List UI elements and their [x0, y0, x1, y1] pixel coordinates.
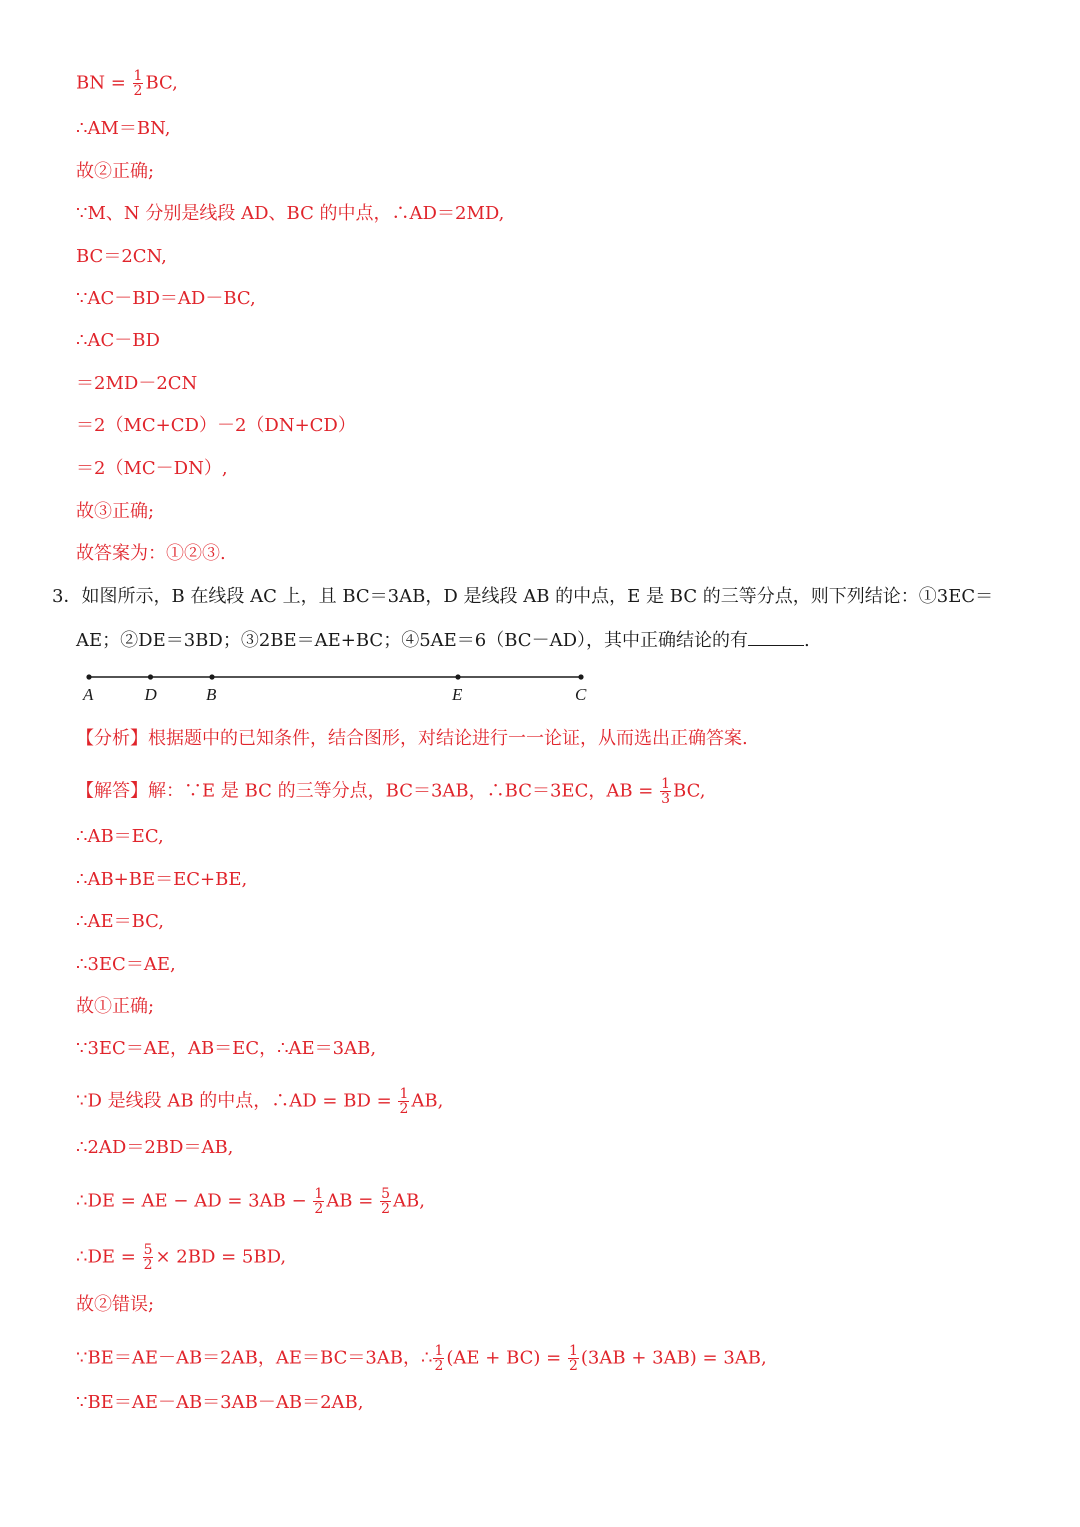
solution-line: ∴AB＝EC, — [76, 826, 164, 847]
problem-statement — [52, 585, 993, 609]
point-d — [148, 674, 153, 679]
solution-line: ＝2（MC－DN）, — [76, 458, 228, 479]
point-label-d: D — [144, 685, 157, 704]
point-label-b: B — [206, 685, 217, 704]
solution-line: ∴2AD＝2BD＝AB, — [76, 1137, 234, 1158]
solution-line: ∴AE＝BC, — [76, 911, 165, 932]
solution-line: 故①正确; — [76, 996, 155, 1017]
problem-statement-cont: AE；②DE＝3BD；③2BE＝AE+BC；④5AE＝6（BC－AD），其中正确结论的有 . — [76, 627, 810, 651]
point-label-c: C — [575, 685, 587, 704]
solution-line: ＝2MD－2CN — [76, 373, 198, 394]
point-a — [86, 674, 91, 679]
solution-line: 【解答】解：∵E 是 BC 的三等分点，BC＝3AB，∴BC＝3EC，AB = $\frac{1}{3}$ BC, — [76, 776, 706, 807]
solution-line: BN = $\frac{1}{2}$ BC, — [76, 68, 178, 99]
point-label-e: E — [452, 685, 463, 704]
solution-line: ∴AB+BE＝EC+BE, — [76, 869, 248, 890]
point-b — [209, 674, 214, 679]
solution-line: 故②错误; — [76, 1294, 155, 1315]
solution-line: BC＝2CN, — [76, 246, 167, 267]
solution-line: ∵BE＝AE－AB＝2AB，AE＝BC＝3AB，∴ $\frac{1}{2}$ (AE + BC) = $\frac{1}{2}$ (3AB + 3AB) = 3AB, — [76, 1343, 767, 1374]
analysis-line: 【分析】根据题中的已知条件，结合图形，对结论进行一一论证，从而选出正确答案. — [76, 728, 748, 749]
point-label-a: A — [83, 685, 94, 704]
line-segment-figure — [76, 662, 596, 708]
fraction: $\frac{5}{2}$ — [143, 1242, 153, 1273]
point-c — [578, 674, 583, 679]
problem-text: 如图所示，B 在线段 AC 上，且 BC＝3AB，D 是线段 AB 的中点，E 是 BC 的三等分点，则下列结论：①3EC＝ — [81, 586, 994, 607]
solution-line: ∵M、N 分别是线段 AD、BC 的中点，∴AD＝2MD, — [76, 203, 505, 224]
solution-line: ∵BE＝AE－AB＝3AB－AB＝2AB, — [76, 1392, 364, 1413]
answer-line: 故答案为：①②③. — [76, 543, 226, 564]
solution-line: ∴AC－BD — [76, 330, 160, 351]
point-e — [455, 674, 460, 679]
solution-line: 故③正确; — [76, 501, 155, 522]
fraction: $\frac{1}{2}$ — [133, 68, 143, 99]
solution-line: ∵3EC＝AE，AB＝EC，∴AE＝3AB, — [76, 1038, 377, 1059]
solution-line: ∴3EC＝AE, — [76, 954, 176, 975]
solution-line: ∵AC－BD＝AD－BC, — [76, 288, 256, 309]
fraction: $\frac{1}{2}$ — [399, 1086, 409, 1117]
answer-blank — [748, 627, 804, 646]
solution-line: ＝2（MC+CD）－2（DN+CD） — [76, 415, 356, 436]
fraction: $\frac{1}{3}$ — [661, 776, 671, 807]
fraction: $\frac{1}{2}$ — [568, 1343, 578, 1374]
fraction: $\frac{1}{2}$ — [314, 1186, 324, 1217]
fraction: $\frac{1}{2}$ — [434, 1343, 444, 1374]
solution-line: ∴AM＝BN, — [76, 118, 171, 139]
analysis-tag: 【分析】 — [76, 728, 148, 749]
solution-line: ∴DE = AE − AD = 3AB − $\frac{1}{2}$ AB = $\frac{5}{2}$ AB, — [76, 1186, 425, 1217]
solution-line: ∴DE = $\frac{5}{2}$ × 2BD = 5BD, — [76, 1242, 287, 1273]
problem-number: 3． — [52, 586, 82, 607]
fraction: $\frac{5}{2}$ — [381, 1186, 390, 1217]
solution-line: 故②正确; — [76, 161, 155, 182]
solution-line: ∵D 是线段 AB 的中点，∴AD = BD = $\frac{1}{2}$ AB, — [76, 1086, 444, 1117]
solution-tag: 【解答】 — [76, 780, 148, 802]
